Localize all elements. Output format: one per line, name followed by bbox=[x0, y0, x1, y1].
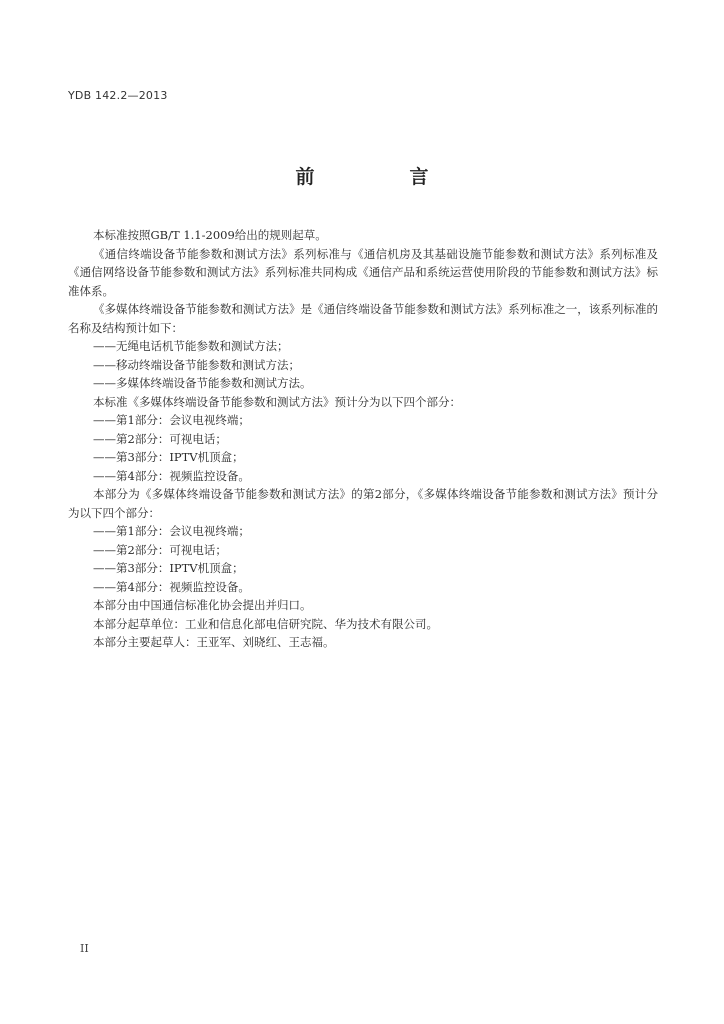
document-code: YDB 142.2—2013 bbox=[68, 89, 168, 102]
preface-body bbox=[68, 226, 658, 652]
page-title: 前 言 bbox=[295, 166, 467, 188]
paragraph-standard-system: 《通信终端设备节能参数和测试方法》系列标准与《通信机房及其基础设施节能参数和测试方法》系列标准及《通信网络设备节能参数和测试方法》系列标准共同构成《通信产品和系统运营使用阶段的节能参数和测试方法》标准体系。 bbox=[68, 246, 658, 298]
list-item: ——第3部分：IPTV机顶盒； bbox=[93, 561, 244, 575]
list-item: ——移动终端设备节能参数和测试方法； bbox=[93, 357, 300, 372]
list-item: ——无绳电话机节能参数和测试方法； bbox=[93, 339, 289, 353]
list-item: ——第2部分：可视电话； bbox=[93, 542, 227, 557]
paragraph-parts-intro: 本标准《多媒体终端设备节能参数和测试方法》预计分为以下四个部分： bbox=[93, 394, 461, 409]
paragraph-drafting-units: 本部分起草单位：工业和信息化部电信研究院、华为技术有限公司。 bbox=[93, 616, 438, 631]
paragraph-series-intro: 《多媒体终端设备节能参数和测试方法》是《通信终端设备节能参数和测试方法》系列标准之一，该系列标准的名称及结构预计如下： bbox=[68, 302, 658, 335]
list-item: ——第1部分：会议电视终端； bbox=[93, 413, 250, 427]
list-item: ——第3部分：IPTV机顶盒； bbox=[93, 450, 244, 464]
list-item: ——多媒体终端设备节能参数和测试方法。 bbox=[93, 376, 312, 390]
paragraph-drafting-rules: 本标准按照GB/T 1.1-2009给出的规则起草。 bbox=[93, 228, 327, 242]
paragraph-this-part: 本部分为《多媒体终端设备节能参数和测试方法》的第2部分，《多媒体终端设备节能参数和测试方法》预计分为以下四个部分： bbox=[68, 487, 658, 520]
list-item: ——第1部分：会议电视终端； bbox=[93, 524, 250, 538]
paragraph-proposer: 本部分由中国通信标准化协会提出并归口。 bbox=[93, 598, 312, 612]
paragraph-drafters: 本部分主要起草人：王亚军、刘晓红、王志福。 bbox=[93, 635, 335, 649]
page-number: II bbox=[80, 942, 89, 955]
list-item: ——第4部分：视频监控设备。 bbox=[93, 579, 250, 594]
list-item: ——第4部分：视频监控设备。 bbox=[93, 468, 250, 483]
list-item: ——第2部分：可视电话； bbox=[93, 431, 227, 446]
